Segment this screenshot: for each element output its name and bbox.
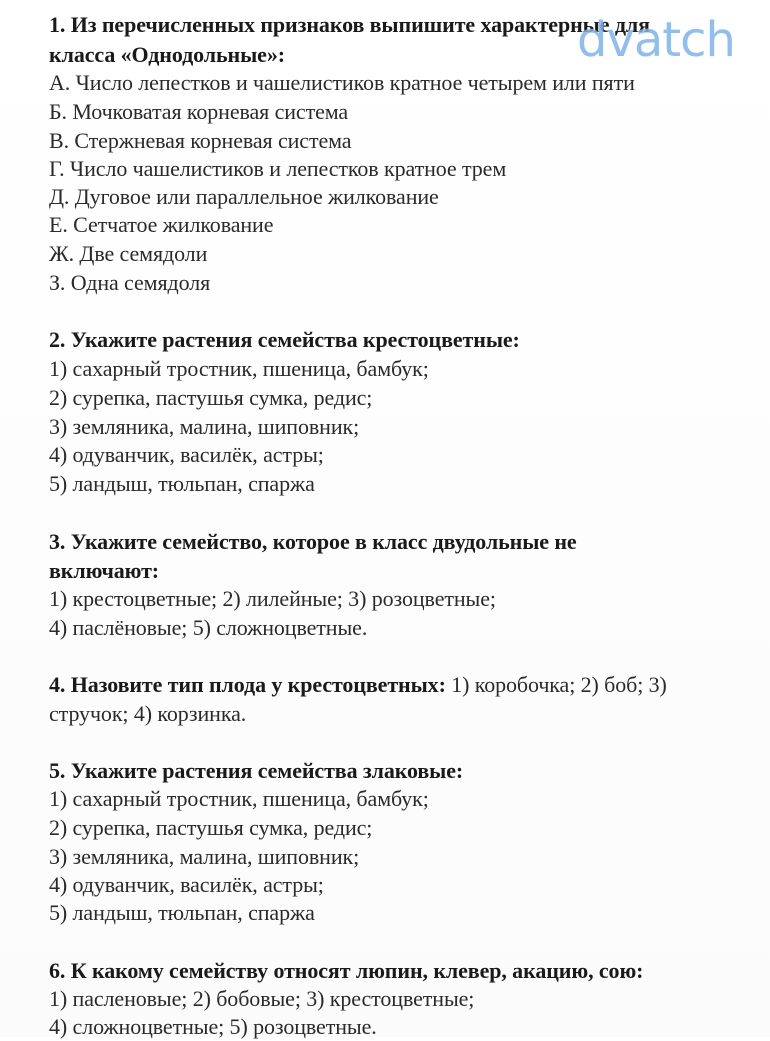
q2-option-1: 1) сахарный тростник, пшеница, бамбук;	[49, 356, 429, 381]
q4-answer-line2: стручок; 4) корзинка.	[49, 701, 247, 726]
q5-option-1: 1) сахарный тростник, пшеница, бамбук;	[49, 786, 429, 811]
q1-title-line2: класса «Однодольные»:	[49, 42, 285, 67]
q1-option-b: Б. Мочковатая корневая система	[49, 99, 349, 124]
q2-option-5: 5) ландыш, тюльпан, спаржа	[49, 471, 315, 496]
watermark-logo: dvatch	[577, 12, 735, 68]
q6-option-line1: 1) пасленовые; 2) бобовые; 3) крестоцветные;	[49, 986, 475, 1011]
q1-option-zh: Ж. Две семядоли	[49, 241, 208, 266]
q6-title: 6. К какому семейству относят люпин, клевер, акацию, сою:	[49, 958, 644, 983]
q1-option-a: А. Число лепестков и чашелистиков кратное четырем или пяти	[49, 70, 635, 95]
q1-title-line1: 1. Из перечисленных признаков выпишите характерные для	[49, 12, 650, 37]
q4-line1	[49, 671, 667, 699]
q4-title: 4. Назовите тип плода у крестоцветных:	[49, 672, 446, 697]
q1-option-z: З. Одна семядоля	[49, 270, 211, 295]
q5-option-2: 2) сурепка, пастушья сумка, редис;	[49, 815, 373, 840]
q4-answer-line1: 1) коробочка; 2) боб; 3)	[445, 672, 667, 697]
q5-option-3: 3) земляника, малина, шиповник;	[49, 844, 360, 869]
q1-option-v: В. Стержневая корневая система	[49, 128, 352, 153]
q1-option-d: Д. Дуговое или параллельное жилкование	[49, 184, 439, 209]
q5-title: 5. Укажите растения семейства злаковые:	[49, 758, 464, 783]
q3-option-line2: 4) паслёновые; 5) сложноцветные.	[49, 615, 368, 640]
q3-option-line1: 1) крестоцветные; 2) лилейные; 3) розоцветные;	[49, 586, 496, 611]
q5-option-4: 4) одуванчик, василёк, астры;	[49, 872, 324, 897]
q1-option-g: Г. Число чашелистиков и лепестков кратное трем	[49, 156, 507, 181]
q5-option-5: 5) ландыш, тюльпан, спаржа	[49, 900, 315, 925]
q1-option-e: Е. Сетчатое жилкование	[49, 212, 274, 237]
q2-title: 2. Укажите растения семейства крестоцветные:	[49, 327, 520, 352]
q3-title-line2: включают:	[49, 558, 160, 583]
q2-option-2: 2) сурепка, пастушья сумка, редис;	[49, 385, 373, 410]
q2-option-3: 3) земляника, малина, шиповник;	[49, 414, 360, 439]
q3-title-line1: 3. Укажите семейство, которое в класс двудольные не	[49, 529, 577, 554]
q6-option-line2: 4) сложноцветные; 5) розоцветные.	[49, 1014, 377, 1039]
q2-option-4: 4) одуванчик, василёк, астры;	[49, 442, 324, 467]
